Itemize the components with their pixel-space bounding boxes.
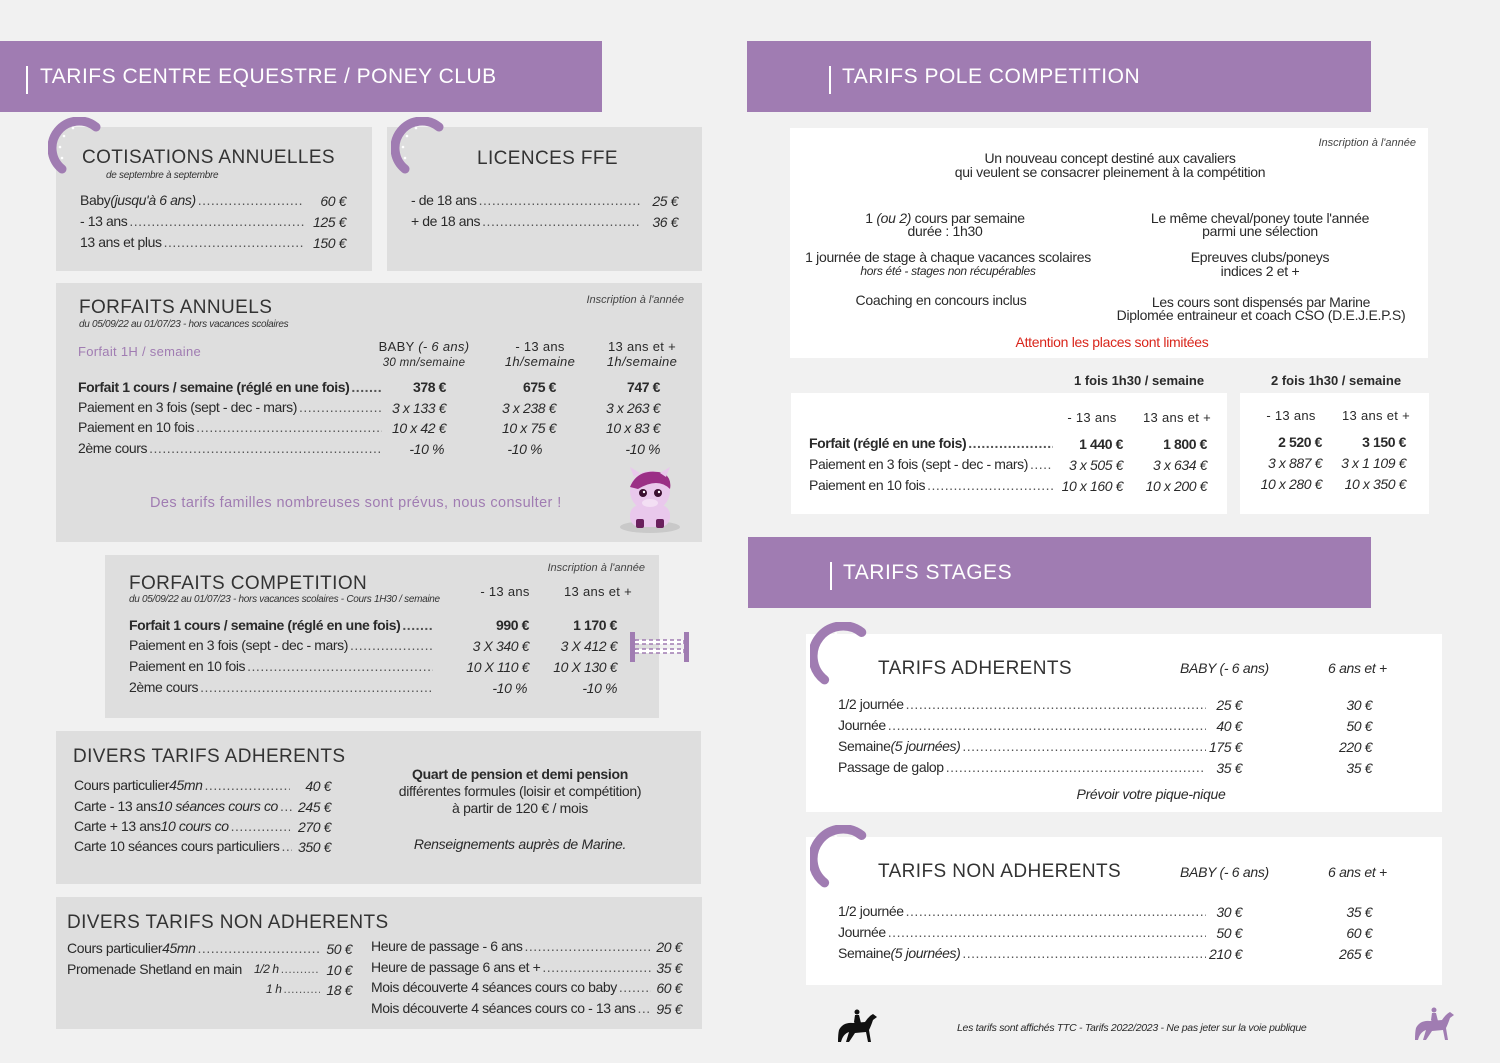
table-row: 2ème cours ..... <box>129 679 435 695</box>
price: 60 € <box>1346 925 1372 941</box>
warning-text: Attention les places sont limitées <box>1015 334 1209 350</box>
feature-text: parmi une sélection <box>1202 223 1318 239</box>
price: 175 € <box>1208 739 1242 755</box>
price: 210 € <box>1208 946 1242 962</box>
pole-intro-box <box>790 128 1428 358</box>
table-row: Forfait 1 cours / semaine (réglé en une fois) ..... <box>129 617 435 633</box>
table-row: Heure de passage 6 ans et + ..... <box>371 959 653 975</box>
price: 35 € <box>1346 904 1372 920</box>
table-row: Baby (jusqu'à 6 ans) ..... <box>80 192 306 208</box>
column-header: 13 ans et + 1h/semaine <box>606 339 678 369</box>
price: 60 € <box>320 193 346 209</box>
section-subtitle: du 05/09/22 au 01/07/23 - hors vacances scolaires - Cours 1H30 / semaine <box>129 594 440 605</box>
price: 10 x 350 € <box>1344 476 1406 492</box>
family-note: Des tarifs familles nombreuses sont prévus, nous consulter ! <box>150 495 562 511</box>
table-row: Forfait 1 cours / semaine (réglé en une fois) ..... <box>78 379 384 395</box>
inscription-note: Inscription à l'année <box>1318 137 1416 149</box>
column-header: - 13 ans <box>480 584 530 599</box>
column-header: 6 ans et + <box>1328 864 1387 880</box>
jump-fence-icon <box>628 630 692 664</box>
feature-text: indices 2 et + <box>1220 263 1300 279</box>
price: -10 % <box>409 441 444 457</box>
section-subtitle: du 05/09/22 au 01/07/23 - hors vacances scolaires <box>79 319 289 330</box>
price: 350 € <box>297 839 331 855</box>
price: 3 X 340 € <box>472 638 529 654</box>
price: 3 x 505 € <box>1069 457 1123 473</box>
price: 3 x 1 109 € <box>1341 455 1406 471</box>
table-row: Paiement en 10 fois ..... <box>809 477 1055 493</box>
price: 125 € <box>312 214 346 230</box>
banner-title: TARIFS STAGES <box>843 561 1013 584</box>
banner-competition <box>747 41 1371 112</box>
table-row: Paiement en 3 fois (sept - dec - mars) ..... <box>809 456 1055 472</box>
pole-header: 2 fois 1h30 / semaine <box>1271 373 1402 388</box>
price: 25 € <box>652 193 678 209</box>
stages-adherents-box <box>806 634 1442 812</box>
horseshoe-icon <box>810 622 872 688</box>
forfaits-box <box>56 283 702 542</box>
price: 35 € <box>1216 760 1242 776</box>
price: 40 € <box>1216 718 1242 734</box>
price: 60 € <box>656 980 682 996</box>
column-header: BABY (- 6 ans) <box>1180 660 1269 676</box>
price: 35 € <box>656 960 682 976</box>
pony-icon <box>608 465 692 537</box>
section-title: LICENCES FFE <box>477 148 618 169</box>
section-title: DIVERS TARIFS NON ADHERENTS <box>67 912 389 933</box>
price: 747 € <box>626 379 660 395</box>
price: 3 150 € <box>1362 434 1406 450</box>
price: 3 x 238 € <box>502 400 556 416</box>
inscription-note: Inscription à l'année <box>547 562 645 574</box>
price: 18 € <box>326 982 352 998</box>
forfaits-competition-box <box>105 555 659 718</box>
price: 10 x 75 € <box>502 420 556 436</box>
column-header: 13 ans et + <box>1143 410 1211 425</box>
feature-text: 1 (ou 2) cours par semaine <box>865 210 1025 226</box>
price: 10 X 130 € <box>553 659 617 675</box>
price: 1 440 € <box>1079 436 1123 452</box>
column-header: 13 ans et + <box>564 584 632 599</box>
column-header: 13 ans et + <box>1342 408 1410 423</box>
banner-divider <box>26 66 28 94</box>
price: 675 € <box>522 379 556 395</box>
price: 3 x 634 € <box>1153 457 1207 473</box>
price: 30 € <box>1216 904 1242 920</box>
table-row: - 13 ans ..... <box>80 213 306 229</box>
feature-text: Coaching en concours inclus <box>855 292 1027 308</box>
column-header: 6 ans et + <box>1328 660 1387 676</box>
table-row: Semaine (5 journées) ..... <box>838 738 1208 754</box>
column-header: - 13 ans <box>1266 408 1316 423</box>
price: 3 x 887 € <box>1268 455 1322 471</box>
feature-text: hors été - stages non récupérables <box>860 264 1036 278</box>
price: 220 € <box>1338 739 1372 755</box>
table-row: Carte + 13 ans 10 cours co ..... <box>74 818 292 834</box>
table-row: Carte 10 séances cours particuliers ..... <box>74 838 294 854</box>
horse-rider-icon <box>835 1008 879 1046</box>
footer-text: Les tarifs sont affichés TTC - Tarifs 2022/2023 - Ne pas jeter sur la voie publique <box>957 1022 1307 1034</box>
table-row: Paiement en 3 fois (sept - dec - mars) ..... <box>129 637 435 653</box>
table-row: Cours particulier 45mn ..... <box>67 940 323 956</box>
price: 20 € <box>656 939 682 955</box>
price: 10 x 42 € <box>392 420 446 436</box>
price: 3 x 133 € <box>392 400 446 416</box>
table-row: Passage de galop ..... <box>838 759 1208 775</box>
price: 245 € <box>297 799 331 815</box>
price: 10 € <box>326 962 352 978</box>
picnic-note: Prévoir votre pique-nique <box>1076 786 1226 802</box>
feature-text: Les cours sont dispensés par Marine <box>1151 294 1371 310</box>
price: 2 520 € <box>1278 434 1322 450</box>
table-row: Journée ..... <box>838 717 1208 733</box>
section-subtitle: de septembre à septembre <box>106 170 219 181</box>
banner-divider <box>830 562 832 590</box>
price: 50 € <box>326 941 352 957</box>
table-row: Forfait (réglé en une fois) ..... <box>809 435 1055 451</box>
table-row: Semaine (5 journées) ..... <box>838 945 1208 961</box>
banner-stages <box>748 537 1371 608</box>
column-header: - 13 ans <box>1067 410 1117 425</box>
column-header: BABY (- 6 ans) <box>1180 864 1269 880</box>
table-row: Carte - 13 ans 10 séances cours co ..... <box>74 798 294 814</box>
table-row: 1/2 journée ..... <box>838 696 1208 712</box>
table-row: Mois découverte 4 séances cours co - 13 ans ..... <box>371 1000 653 1016</box>
table-row: 1/2 journée ..... <box>838 903 1208 919</box>
divers-non-adherents-box <box>56 897 702 1029</box>
price: 1 170 € <box>573 617 617 633</box>
feature-text: durée : 1h30 <box>907 223 983 239</box>
price: 10 X 110 € <box>466 659 529 675</box>
price: 10 x 160 € <box>1061 478 1123 494</box>
price: 50 € <box>1346 718 1372 734</box>
section-title: FORFAITS ANNUELS <box>79 297 273 318</box>
table-row: 13 ans et plus ..... <box>80 234 306 250</box>
feature-text: 1 journée de stage à chaque vacances scolaires <box>805 249 1091 265</box>
price: 265 € <box>1338 946 1372 962</box>
table-row: - de 18 ans ..... <box>411 192 643 208</box>
column-header: BABY (- 6 ans) 30 mn/semaine <box>378 339 470 369</box>
price: 10 x 280 € <box>1260 476 1322 492</box>
price: 50 € <box>1216 925 1242 941</box>
pole-intro: Un nouveau concept destiné aux cavaliers <box>984 150 1236 166</box>
price: 36 € <box>652 214 678 230</box>
pole-table-box-2 <box>1240 393 1429 514</box>
pole-header: 1 fois 1h30 / semaine <box>1074 373 1205 388</box>
table-row: 1/2 h ..... <box>254 962 322 976</box>
price: -10 % <box>492 680 527 696</box>
table-row: Heure de passage - 6 ans ..... <box>371 938 653 954</box>
table-row: + de 18 ans ..... <box>411 213 643 229</box>
table-row: 1 h ..... <box>266 982 322 996</box>
licences-box <box>387 127 702 271</box>
price: 1 800 € <box>1163 436 1207 452</box>
price: 25 € <box>1216 697 1242 713</box>
section-title: TARIFS ADHERENTS <box>878 658 1072 679</box>
feature-text: Le même cheval/poney toute l'année <box>1150 210 1370 226</box>
pension-line: différentes formules (loisir et compétition) <box>398 783 642 799</box>
section-title: DIVERS TARIFS ADHERENTS <box>73 746 346 767</box>
table-row: Mois découverte 4 séances cours co baby ..... <box>371 979 653 995</box>
horse-rider-icon <box>1412 1006 1456 1044</box>
table-row: Paiement en 3 fois (sept - dec - mars) ..... <box>78 399 384 415</box>
price: 3 X 412 € <box>560 638 617 654</box>
price: -10 % <box>507 441 542 457</box>
section-title: FORFAITS COMPETITION <box>129 573 368 594</box>
price: 40 € <box>305 778 331 794</box>
price: 30 € <box>1346 697 1372 713</box>
divers-adherents-box <box>56 731 701 884</box>
pension-title: Quart de pension et demi pension <box>412 766 628 782</box>
price: 378 € <box>412 379 446 395</box>
banner-divider <box>829 66 831 94</box>
table-row: Journée ..... <box>838 924 1208 940</box>
horseshoe-icon <box>810 825 872 891</box>
price: 95 € <box>656 1001 682 1017</box>
section-title: COTISATIONS ANNUELLES <box>82 147 335 168</box>
pension-line: à partir de 120 € / mois <box>452 800 588 816</box>
price: 35 € <box>1346 760 1372 776</box>
price: 10 x 200 € <box>1145 478 1207 494</box>
table-row: Paiement en 10 fois ..... <box>78 419 384 435</box>
feature-text: Epreuves clubs/poneys <box>1190 249 1330 265</box>
horseshoe-icon <box>391 117 451 177</box>
price: 10 x 83 € <box>606 420 660 436</box>
feature-text: Diplomée entraineur et coach CSO (D.E.J.E.P.S) <box>1116 307 1406 323</box>
price: 270 € <box>297 819 331 835</box>
column-header: - 13 ans 1h/semaine <box>504 339 576 369</box>
forfait-label: Forfait 1H / semaine <box>78 344 202 359</box>
pole-intro: qui veulent se consacrer pleinement à la compétition <box>954 164 1266 180</box>
banner-centre <box>0 41 602 112</box>
price: 3 x 263 € <box>606 400 660 416</box>
price: -10 % <box>625 441 660 457</box>
table-row: Cours particulier 45mn ..... <box>74 777 292 793</box>
price: -10 % <box>582 680 617 696</box>
table-row: 2ème cours ..... <box>78 440 384 456</box>
price: 150 € <box>312 235 346 251</box>
promenade-label: Promenade Shetland en main <box>67 961 242 977</box>
banner-title: TARIFS POLE COMPETITION <box>842 65 1141 88</box>
cotisations-box <box>56 127 372 271</box>
banner-title: TARIFS CENTRE EQUESTRE / PONEY CLUB <box>40 65 497 88</box>
price: 990 € <box>495 617 529 633</box>
pole-table-box-1 <box>791 393 1227 514</box>
section-title: TARIFS NON ADHERENTS <box>878 861 1122 882</box>
stages-non-adherents-box <box>806 837 1442 985</box>
pension-contact: Renseignements auprès de Marine. <box>413 836 627 852</box>
inscription-note: Inscription à l'année <box>586 294 684 306</box>
table-row: Paiement en 10 fois ..... <box>129 658 435 674</box>
